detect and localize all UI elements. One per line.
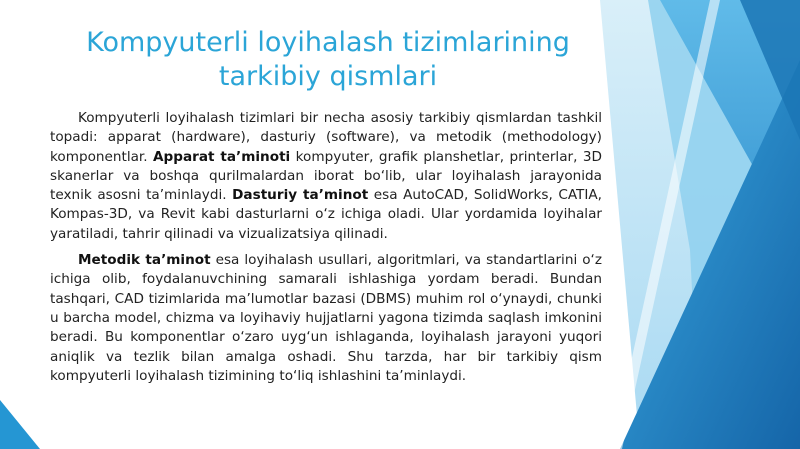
slide-title: Kompyuterli loyihalash tizimlarining tarkibiy qismlari [86,27,570,92]
paragraph-1-bold-1: Apparat ta’minoti [153,148,291,165]
paragraph-2-text-1: esa loyihalash usullari, algoritmlari, va standartlarini o‘z ichiga olib, foydalanuvchining samarali ishlashiga yordam beradi. Bundan tashqari, CAD tizimlarida ma’lumotlar bazasi (DBMS) muhim rol o‘ynaydi, chunki u barcha model, chizma va loyihaviy hujjatlarni yagona tizimda saqlash imkonini beradi. Bu komponentlar o‘zaro uyg‘un ishlaganda, loyihalash jarayoni yuqori aniqlik va tezlik bilan amalga oshadi. Shu tarzda, har bir tarkibiy qism kompyuterli loyihalash tizimining to‘liq ishlashini ta’minlaydi. [50,252,602,384]
paragraph-1-text-3: esa AutoCAD, SolidWorks, CATIA, Kompas-3D, va Revit kabi dasturlarni o‘z ichiga oladi. Ular yordamida loyihalar yaratiladi, tahrir qilinadi va vizualizatsiya qilinadi. [50,187,602,242]
paragraph-1 [50,109,602,244]
paragraph-1-bold-2: Dasturiy ta’minot [232,187,369,204]
slide-body [50,109,602,393]
paragraph-1-text-1: Kompyuterli loyihalash tizimlari bir necha asosiy tarkibiy qismlardan tashkil topadi: apparat (hardware), dasturiy (software), va metodik (methodology) komponentlar. [50,110,602,165]
paragraph-2-bold-1: Metodik ta’minot [78,252,211,269]
paragraph-2 [50,251,602,386]
paragraph-1-text-2: kompyuter, grafik planshetlar, printerlar, 3D skanerlar va boshqa qurilmalardan iborat bo‘lib, ular loyihalash jarayonida texnik asosni ta’minlaydi. [50,148,602,204]
decor-corner-triangle [0,400,40,449]
